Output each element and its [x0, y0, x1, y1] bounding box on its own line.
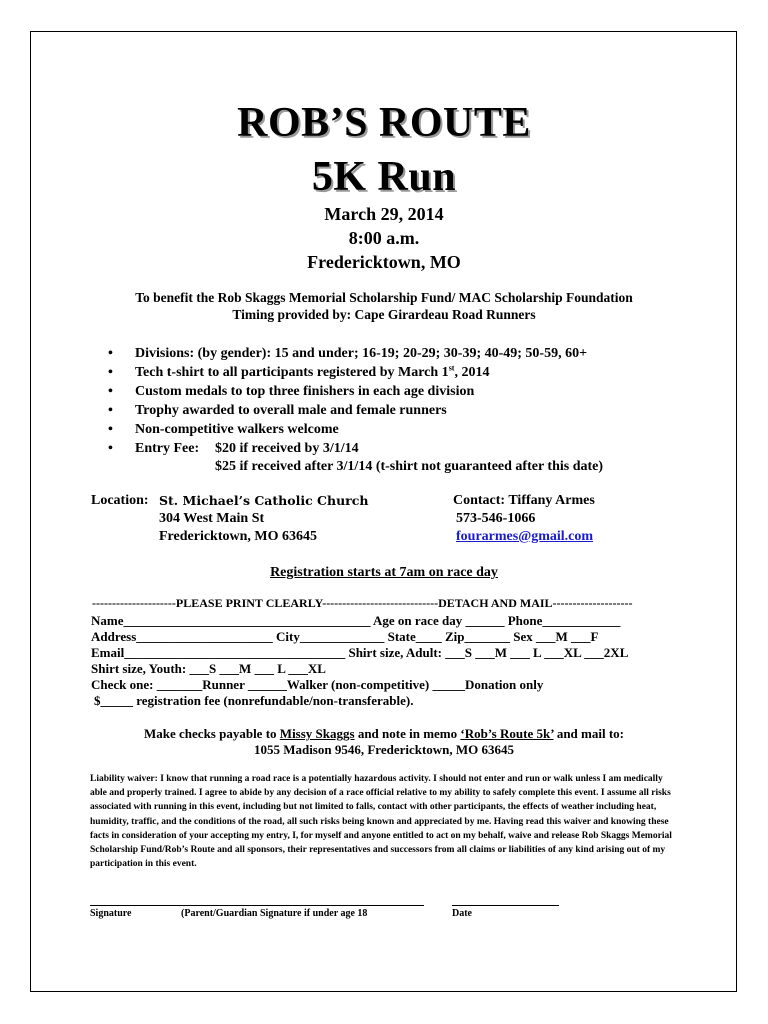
signature-label: Signature	[90, 908, 132, 919]
location-street: 304 West Main St	[159, 511, 265, 526]
event-date: March 29, 2014	[324, 204, 444, 224]
tshirt-text-main: Tech t-shirt to all participants registered by March 1	[135, 365, 449, 380]
payment-mid: and note in memo	[354, 726, 461, 741]
divisions-text: Divisions: (by gender): 15 and under; 16-19; 20-29; 30-39; 40-49; 50-59, 60+	[135, 346, 588, 361]
contact-name: Contact: Tiffany Armes	[453, 493, 595, 508]
payment-memo: ‘Rob’s Route 5k’	[460, 726, 554, 741]
tshirt-year: , 2014	[454, 365, 490, 380]
list-item	[108, 401, 587, 420]
event-city: Fredericktown, MO	[307, 252, 461, 272]
location-citystate: Fredericktown, MO 63645	[159, 529, 317, 544]
bullet-icon: •	[108, 403, 113, 418]
event-details-list	[108, 344, 588, 458]
form-line-address: Address_____________________ City_____________ State____ Zip_______ Sex ___M ___F	[91, 629, 599, 644]
title-line-2: 5K Run	[311, 154, 457, 200]
location-label: Location:	[91, 493, 149, 508]
entry-fee-2: $25 if received after 3/1/14 (t-shirt not guaranteed after this date)	[215, 459, 604, 474]
bullet-icon: •	[108, 384, 113, 399]
medals-text: Custom medals to top three finishers in each age division	[135, 384, 475, 399]
title-line-1: ROB’S ROUTE	[237, 100, 531, 146]
list-item	[108, 439, 587, 458]
form-line-email: Email__________________________________ Shirt size, Adult: ___S ___M ___ L ___XL ___2XL	[91, 645, 629, 660]
list-item	[108, 382, 587, 401]
entry-fee-1: $20 if received by 3/1/14	[215, 441, 359, 456]
trophy-text: Trophy awarded to overall male and female runners	[135, 403, 447, 418]
payment-pre: Make checks payable to	[144, 726, 280, 741]
payment-instructions	[0, 725, 768, 742]
form-line-youth-shirt: Shirt size, Youth: ___S ___M ___ L ___XL	[91, 661, 326, 676]
benefit-line: To benefit the Rob Skaggs Memorial Scholarship Fund/ MAC Scholarship Foundation	[135, 290, 633, 305]
bullet-icon: •	[108, 441, 113, 456]
detach-divider: ---------------------PLEASE PRINT CLEARLY-----------------------------DETACH AND MAIL--------------------	[92, 596, 633, 610]
tshirt-text	[113, 363, 489, 382]
timing-line: Timing provided by: Cape Girardeau Road Runners	[232, 307, 536, 322]
form-line-name: Name______________________________________ Age on race day ______ Phone____________	[91, 613, 621, 628]
date-line	[452, 905, 559, 906]
date-label: Date	[452, 908, 472, 919]
bullet-icon: •	[108, 422, 113, 437]
liability-waiver: Liability waiver: I know that running a road race is a potentially hazardous activity. I should not enter and run or walk unless I am medically able and properly trained. I agree to abide by any decision of a race official relative to my ability to safely complete this event. I assume all risks associated with running in this event, including but not limited to falls, contact with other participants, the effects of weather including heat, humidity, traffic, and the conditions of the road, all such risks being known and appreciated by me. Having read this waiver and knowing these facts in consideration of your accepting my entry, I, for myself and anyone entitled to act on my behalf, waive and release Rob Skaggs Memorial Scholarship Fund/Rob’s Route and all sponsors, their representatives and successors from all claims or liabilities of any kind arising out of my participation in this event.	[90, 774, 672, 870]
guardian-signature-label: (Parent/Guardian Signature if under age 18	[181, 908, 368, 919]
form-line-check-one: Check one: _______Runner ______Walker (non-competitive) _____Donation only	[91, 677, 544, 692]
registration-note: Registration starts at 7am on race day	[270, 565, 498, 580]
tshirt-ordinal: st	[448, 363, 455, 373]
list-item	[108, 344, 588, 363]
payment-post: and mail to:	[553, 726, 624, 741]
form-line-fee: $_____ registration fee (nonrefundable/non-transferable).	[94, 693, 414, 708]
location-name: St. Michael’s Catholic Church	[159, 493, 369, 508]
entry-fee-label: Entry Fee:	[135, 441, 200, 456]
walkers-text: Non-competitive walkers welcome	[135, 422, 339, 437]
contact-email-link[interactable]: fourarmes@gmail.com	[456, 529, 594, 544]
mailing-address: 1055 Madison 9546, Fredericktown, MO 63645	[253, 742, 515, 757]
signature-line	[90, 905, 424, 906]
bullet-icon: •	[108, 365, 113, 380]
event-time: 8:00 a.m.	[348, 228, 420, 248]
payment-payee: Missy Skaggs	[279, 726, 355, 741]
contact-phone: 573-546-1066	[456, 511, 536, 526]
bullet-icon: •	[108, 346, 113, 361]
list-item	[108, 420, 587, 439]
list-item	[108, 363, 587, 382]
